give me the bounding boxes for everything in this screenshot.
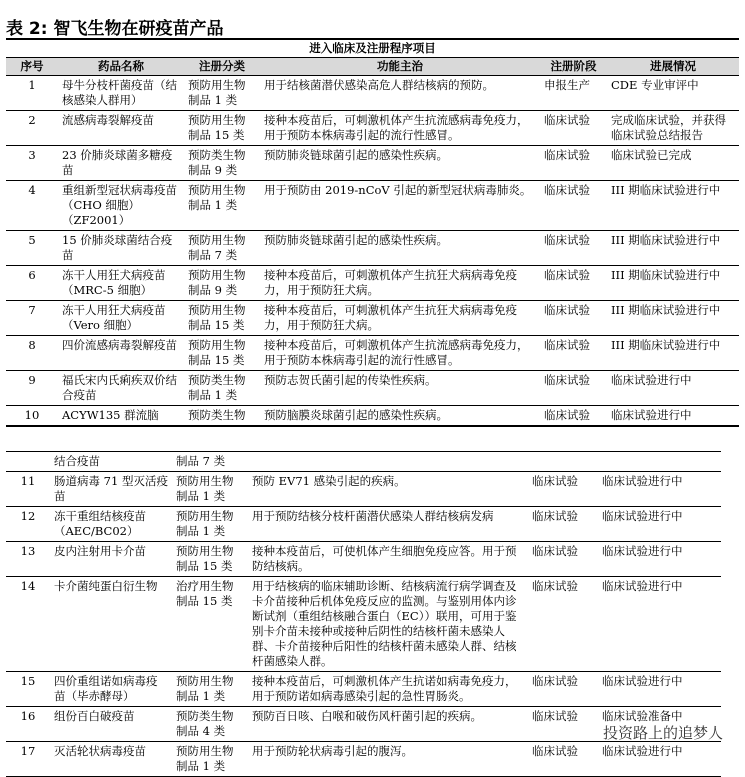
cell-stage: 临床试验 <box>540 336 607 371</box>
cell-drug-name: 福氏宋内氏痢疾双价结合疫苗 <box>58 371 184 406</box>
cell-stage: 申报生产 <box>540 76 607 111</box>
cell-function: 接种本疫苗后，可刺激机体产生抗流感病毒免疫力，用于预防本株病毒引起的流行性感冒。 <box>260 336 540 371</box>
cell-category: 预防用生物制品 1 类 <box>172 672 248 707</box>
cell-progress: 临床试验已完成 <box>607 146 739 181</box>
cell-function: 接种本疫苗后，可使机体产生细胞免疫应答。用于预防结核病。 <box>248 542 528 577</box>
table-row <box>6 507 721 542</box>
cell-progress: 临床试验进行中 <box>598 472 721 507</box>
cell-row-number: 16 <box>6 707 50 742</box>
cell-progress: 临床试验进行中 <box>607 406 739 427</box>
cell-row-number: 13 <box>6 542 50 577</box>
header-row <box>6 58 739 76</box>
cell-function: 接种本疫苗后，可刺激机体产生抗狂犬病病毒免疫力，用于预防狂犬病。 <box>260 266 540 301</box>
cell-drug-name: 四价流感病毒裂解疫苗 <box>58 336 184 371</box>
cell-category: 预防用生物制品 1 类 <box>172 472 248 507</box>
cell-category: 预防用生物制品 15 类 <box>184 111 260 146</box>
cell-drug-name: 灭活轮状病毒疫苗 <box>50 742 172 777</box>
cell-function: 预防志贺氏菌引起的传染性疾病。 <box>260 371 540 406</box>
header-no: 序号 <box>6 58 58 76</box>
cell-drug-name: 皮内注射用卡介苗 <box>50 542 172 577</box>
table-row <box>6 452 721 472</box>
pipeline-table <box>6 38 739 427</box>
table-row <box>6 301 739 336</box>
cell-progress: 完成临床试验，并获得临床试验总结报告 <box>607 111 739 146</box>
watermark: 投资路上的追梦人 <box>602 724 723 742</box>
cell-stage: 临床试验 <box>528 707 598 742</box>
table-row <box>6 266 739 301</box>
cell-function: 预防百日咳、白喉和破伤风杆菌引起的疾病。 <box>248 707 528 742</box>
cell-stage: 临床试验 <box>540 371 607 406</box>
cell-row-number: 17 <box>6 742 50 777</box>
cell-drug-name: 母牛分枝杆菌疫苗（结核感染人群用） <box>58 76 184 111</box>
cell-drug-name: 冻干人用狂犬病疫苗（Vero 细胞） <box>58 301 184 336</box>
cell-row-number: 4 <box>6 181 58 231</box>
cell-function: 预防脑膜炎球菌引起的感染性疾病。 <box>260 406 540 427</box>
cell-stage: 临床试验 <box>528 507 598 542</box>
cell-progress: III 期临床试验进行中 <box>607 266 739 301</box>
table-row <box>6 542 721 577</box>
table-body <box>6 76 739 427</box>
cell-progress: 临床试验进行中 <box>598 672 721 707</box>
cell-row-number: 5 <box>6 231 58 266</box>
cell-function: 接种本疫苗后，可刺激机体产生抗狂犬病病毒免疫力，用于预防狂犬病。 <box>260 301 540 336</box>
header-stage: 注册阶段 <box>540 58 607 76</box>
cell-row-number: 12 <box>6 507 50 542</box>
cell-stage: 临床试验 <box>528 577 598 672</box>
cell-drug-name: 卡介菌纯蛋白衍生物 <box>50 577 172 672</box>
cell-stage: 临床试验 <box>528 742 598 777</box>
header-category: 注册分类 <box>184 58 260 76</box>
cell-drug-name: 结合疫苗 <box>50 452 172 472</box>
cell-stage: 临床试验 <box>540 231 607 266</box>
table-row <box>6 742 721 777</box>
cell-category: 制品 7 类 <box>172 452 248 472</box>
cell-function: 预防肺炎链球菌引起的感染性疾病。 <box>260 146 540 181</box>
cell-drug-name: 冻干人用狂犬病疫苗（MRC-5 细胞） <box>58 266 184 301</box>
cell-stage: 临床试验 <box>528 672 598 707</box>
cell-category: 预防用生物制品 1 类 <box>172 742 248 777</box>
cell-category: 预防类生物制品 1 类 <box>184 371 260 406</box>
cell-progress: III 期临床试验进行中 <box>607 301 739 336</box>
cell-stage: 临床试验 <box>540 146 607 181</box>
table-row <box>6 406 739 427</box>
table-row <box>6 111 739 146</box>
cell-progress: III 期临床试验进行中 <box>607 336 739 371</box>
cell-function: 用于预防由 2019-nCoV 引起的新型冠状病毒肺炎。 <box>260 181 540 231</box>
cell-progress: III 期临床试验进行中 <box>607 231 739 266</box>
cell-function: 用于结核病的临床辅助诊断、结核病流行病学调查及卡介苗接种后机体免疫反应的监测。与鉴别用体内诊断试剂（重组结核融合蛋白（EC））联用，可用于鉴别卡介苗未接种或接种后阴性的结核杆菌未感染人群、卡介苗接种后阳性的结核杆菌未感染人群、结核杆菌感染人群。 <box>248 577 528 672</box>
cell-progress: 临床试验进行中 <box>598 542 721 577</box>
cell-category: 预防用生物制品 15 类 <box>184 336 260 371</box>
header-progress: 进展情况 <box>607 58 739 76</box>
cell-stage: 临床试验 <box>540 266 607 301</box>
cell-category: 预防类生物 <box>184 406 260 427</box>
cell-function: 用于结核菌潜伏感染高危人群结核病的预防。 <box>260 76 540 111</box>
table-row <box>6 76 739 111</box>
cell-category: 治疗用生物制品 15 类 <box>172 577 248 672</box>
cell-progress: 临床试验进行中 <box>598 742 721 777</box>
header-drug-name: 药品名称 <box>58 58 184 76</box>
cell-row-number: 6 <box>6 266 58 301</box>
cell-row-number: 3 <box>6 146 58 181</box>
cell-stage: 临床试验 <box>540 406 607 427</box>
cell-progress: 临床试验进行中 <box>607 371 739 406</box>
cell-function: 预防 EV71 感染引起的疾病。 <box>248 472 528 507</box>
cell-row-number: 9 <box>6 371 58 406</box>
cell-function: 接种本疫苗后，可刺激机体产生抗流感病毒免疫力，用于预防本株病毒引起的流行性感冒。 <box>260 111 540 146</box>
cell-row-number: 15 <box>6 672 50 707</box>
cell-drug-name: 四价重组诺如病毒疫苗（毕赤酵母） <box>50 672 172 707</box>
cell-progress: 临床试验准备中 <box>598 707 721 742</box>
cell-function <box>248 452 528 472</box>
cell-row-number: 8 <box>6 336 58 371</box>
cell-drug-name: 流感病毒裂解疫苗 <box>58 111 184 146</box>
cell-category: 预防用生物制品 1 类 <box>172 507 248 542</box>
table-row <box>6 371 739 406</box>
table-row <box>6 336 739 371</box>
cell-progress: 临床试验进行中 <box>598 507 721 542</box>
section-heading-row <box>6 39 739 58</box>
cell-progress: III 期临床试验进行中 <box>607 181 739 231</box>
cell-drug-name: 组份百白破疫苗 <box>50 707 172 742</box>
cell-drug-name: 重组新型冠状病毒疫苗（CHO 细胞）（ZF2001） <box>58 181 184 231</box>
cell-stage: 临床试验 <box>540 111 607 146</box>
cell-category: 预防用生物制品 9 类 <box>184 266 260 301</box>
cell-category: 预防用生物制品 1 类 <box>184 181 260 231</box>
cell-stage <box>528 452 598 472</box>
cell-row-number: 7 <box>6 301 58 336</box>
cell-row-number: 14 <box>6 577 50 672</box>
cell-row-number: 10 <box>6 406 58 427</box>
cell-category: 预防类生物制品 4 类 <box>172 707 248 742</box>
cell-drug-name: 冻干重组结核疫苗（AEC/BC02） <box>50 507 172 542</box>
cell-progress <box>598 452 721 472</box>
cell-function: 接种本疫苗后，可刺激机体产生抗诺如病毒免疫力，用于预防诺如病毒感染引起的急性胃肠炎。 <box>248 672 528 707</box>
cell-category: 预防用生物制品 1 类 <box>184 76 260 111</box>
cell-drug-name: 肠道病毒 71 型灭活疫苗 <box>50 472 172 507</box>
section-heading: 进入临床及注册程序项目 <box>309 41 436 55</box>
cell-drug-name: 15 价肺炎球菌结合疫苗 <box>58 231 184 266</box>
cell-drug-name: 23 价肺炎球菌多糖疫苗 <box>58 146 184 181</box>
cell-category: 预防用生物制品 15 类 <box>172 542 248 577</box>
cell-row-number: 1 <box>6 76 58 111</box>
cell-function: 用于预防轮状病毒引起的腹泻。 <box>248 742 528 777</box>
cell-row-number <box>6 452 50 472</box>
cell-category: 预防用生物制品 15 类 <box>184 301 260 336</box>
cell-category: 预防用生物制品 7 类 <box>184 231 260 266</box>
table-title: 表 2: 智飞生物在研疫苗产品 <box>6 19 224 39</box>
cell-function: 用于预防结核分枝杆菌潜伏感染人群结核病发病 <box>248 507 528 542</box>
cell-category: 预防类生物制品 9 类 <box>184 146 260 181</box>
cell-progress: CDE 专业审评中 <box>607 76 739 111</box>
cell-stage: 临床试验 <box>540 301 607 336</box>
table-row <box>6 472 721 507</box>
header-function: 功能主治 <box>260 58 540 76</box>
cell-stage: 临床试验 <box>528 542 598 577</box>
table-row <box>6 181 739 231</box>
cell-function: 预防肺炎链球菌引起的感染性疾病。 <box>260 231 540 266</box>
table-row <box>6 577 721 672</box>
cell-row-number: 11 <box>6 472 50 507</box>
cell-stage: 临床试验 <box>528 472 598 507</box>
cell-row-number: 2 <box>6 111 58 146</box>
cell-stage: 临床试验 <box>540 181 607 231</box>
table-row <box>6 146 739 181</box>
cell-drug-name: ACYW135 群流脑 <box>58 406 184 427</box>
cell-progress: 临床试验进行中 <box>598 577 721 672</box>
table-row <box>6 672 721 707</box>
table-row <box>6 231 739 266</box>
